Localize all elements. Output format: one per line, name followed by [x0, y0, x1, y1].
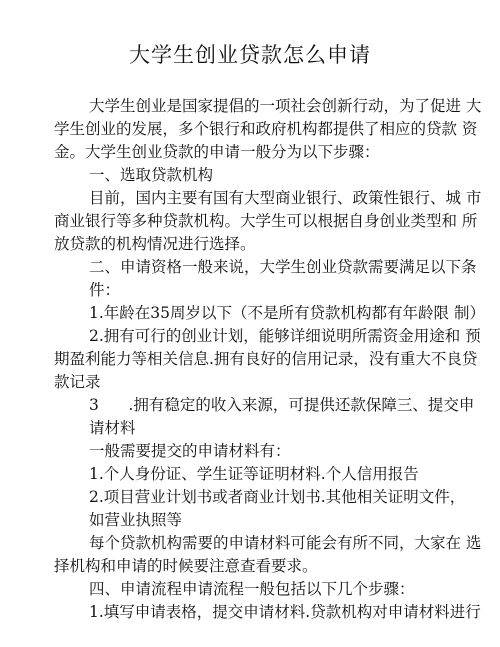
list-item: 1.年龄在35周岁以下（不是所有贷款机构都有年龄限 制）: [89, 304, 485, 322]
paragraph-line: 请材料: [89, 419, 136, 437]
list-item: 2.项目营业计划书或者商业计划书.其他相关证明文件，: [89, 488, 466, 506]
list-item: 2.拥有可行的创业计划，能够详细说明所需资金用途和 预: [89, 327, 481, 345]
paragraph-line: 目前，国内主要有国有大型商业银行、政策性银行、城 市: [89, 189, 482, 207]
paragraph-line: 大学生创业是国家提倡的一项社会创新行动，为了促进 大: [89, 97, 482, 115]
document-title: 大学生创业贷款怎么申请: [129, 43, 371, 67]
paragraph-line: 一般需要提交的申请材料有：: [89, 442, 291, 460]
section-heading: 一、选取贷款机构: [89, 166, 214, 184]
paragraph-line: 择机构和申请的时候要注意查看要求。: [54, 557, 318, 575]
section-heading: 二、申请资格一般来说，大学生创业贷款需要满足以下条: [89, 258, 477, 276]
paragraph-line: 学生创业的发展，多个银行和政府机构都提供了相应的贷款 资: [54, 120, 478, 138]
paragraph-line: 商业银行等多种贷款机构。大学生可以根据自身创业类型和 所: [54, 212, 478, 230]
list-item: 1.个人身份证、学生证等证明材料.个人信用报告: [89, 465, 419, 483]
list-item: 3 .拥有稳定的收入来源，可提供还款保障三、提交申: [89, 396, 475, 414]
paragraph-line: 如营业执照等: [89, 511, 183, 529]
paragraph-line: 每个贷款机构需要的申请材料可能会有所不同，大家在 选: [89, 534, 482, 552]
paragraph-line: 期盈利能力等相关信息.拥有良好的信用记录，没有重大不良贷: [54, 350, 478, 368]
paragraph-line: 金。大学生创业贷款的申请一般分为以下步骤：: [54, 143, 380, 161]
paragraph-line: 款记录: [54, 373, 101, 391]
paragraph-line: 件：: [89, 281, 121, 299]
paragraph-line: 放贷款的机构情况进行选择。: [54, 235, 256, 253]
list-item: 1.填写申请表格，提交申请材料.贷款机构对申请材料进行: [89, 603, 481, 621]
section-heading: 四、申请流程申请流程一般包括以下几个步骤：: [89, 580, 415, 598]
